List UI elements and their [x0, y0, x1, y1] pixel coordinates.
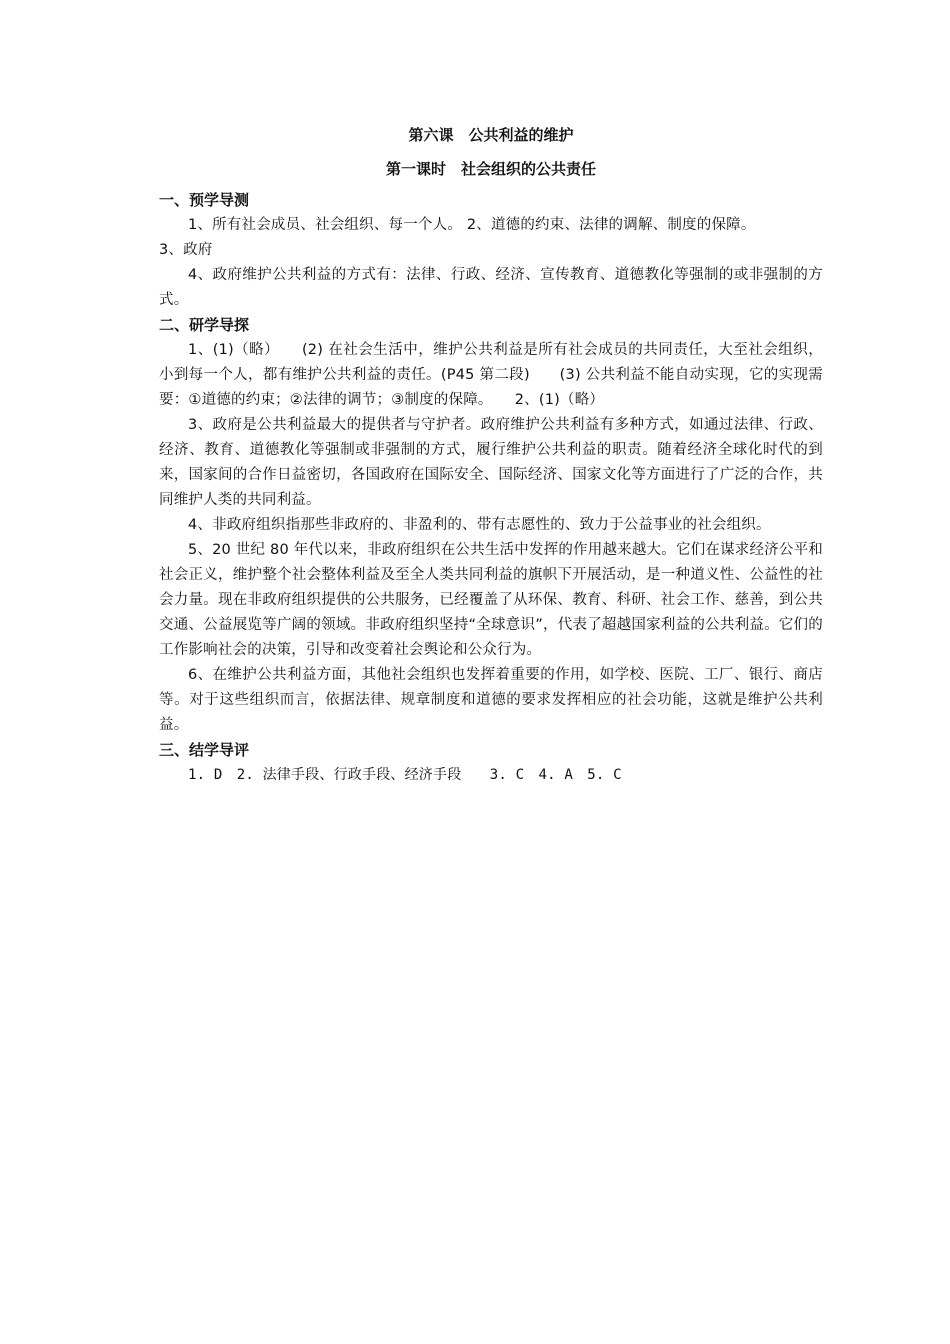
- section-review: [159, 738, 823, 788]
- paragraph: 3、政府: [159, 242, 213, 258]
- paragraph: 1、所有社会成员、社会组织、每一个人。 2、道德的约束、法律的调解、制度的保障。: [188, 217, 756, 233]
- section-heading: 二、研学导探: [159, 316, 250, 334]
- paragraph: 1、(1)（略） (2) 在社会生活中，维护公共利益是所有社会成员的共同责任，大至社会组织，小到每一个人，都有维护公共利益的责任。(P45 第二段) (3) 公共利益不能自动实现，它的实现需要：①道德的约束；②法律的调节；③制度的保障。 2、(1)（略）: [159, 342, 823, 408]
- section-preview: [159, 188, 823, 313]
- section-heading: 一、预学导测: [159, 191, 250, 209]
- paragraph: 5、20 世纪 80 年代以来，非政府组织在公共生活中发挥的作用越来越大。它们在谋求经济公平和社会正义，维护整个社会整体利益及至全人类共同利益的旗帜下开展活动，是一种道义性、公益性的社会力量。现在非政府组织提供的公共服务，已经覆盖了从环保、教育、科研、社会工作、慈善，到公共交通、公益展览等广阔的领域。非政府组织坚持“全球意识”，代表了超越国家利益的公共利益。它们的工作影响社会的决策，引导和改变着社会舆论和公众行为。: [159, 542, 823, 658]
- section-heading: 三、结学导评: [159, 741, 250, 759]
- document-subtitle: 第一课时 社会组织的公共责任: [385, 160, 596, 178]
- document-page: [159, 118, 823, 788]
- answer-line: 1. D 2. 法律手段、行政手段、经济手段 3. C 4. A 5. C: [188, 767, 622, 783]
- paragraph: 6、在维护公共利益方面，其他社会组织也发挥着重要的作用，如学校、医院、工厂、银行、商店等。对于这些组织而言，依据法律、规章制度和道德的要求发挥相应的社会功能，这就是维护公共利益。: [159, 667, 823, 733]
- document-title: 第六课 公共利益的维护: [408, 126, 574, 144]
- paragraph: 4、非政府组织指那些非政府的、非盈利的、带有志愿性的、致力于公益事业的社会组织。: [188, 517, 771, 533]
- section-explore: [159, 313, 823, 738]
- paragraph: 4、政府维护公共利益的方式有：法律、行政、经济、宣传教育、道德教化等强制的或非强制的方式。: [159, 267, 823, 308]
- paragraph: 3、政府是公共利益最大的提供者与守护者。政府维护公共利益有多种方式，如通过法律、行政、经济、教育、道德教化等强制或非强制的方式，履行维护公共利益的职责。随着经济全球化时代的到来，国家间的合作日益密切，各国政府在国际安全、国际经济、国家文化等方面进行了广泛的合作，共同维护人类的共同利益。: [159, 417, 823, 508]
